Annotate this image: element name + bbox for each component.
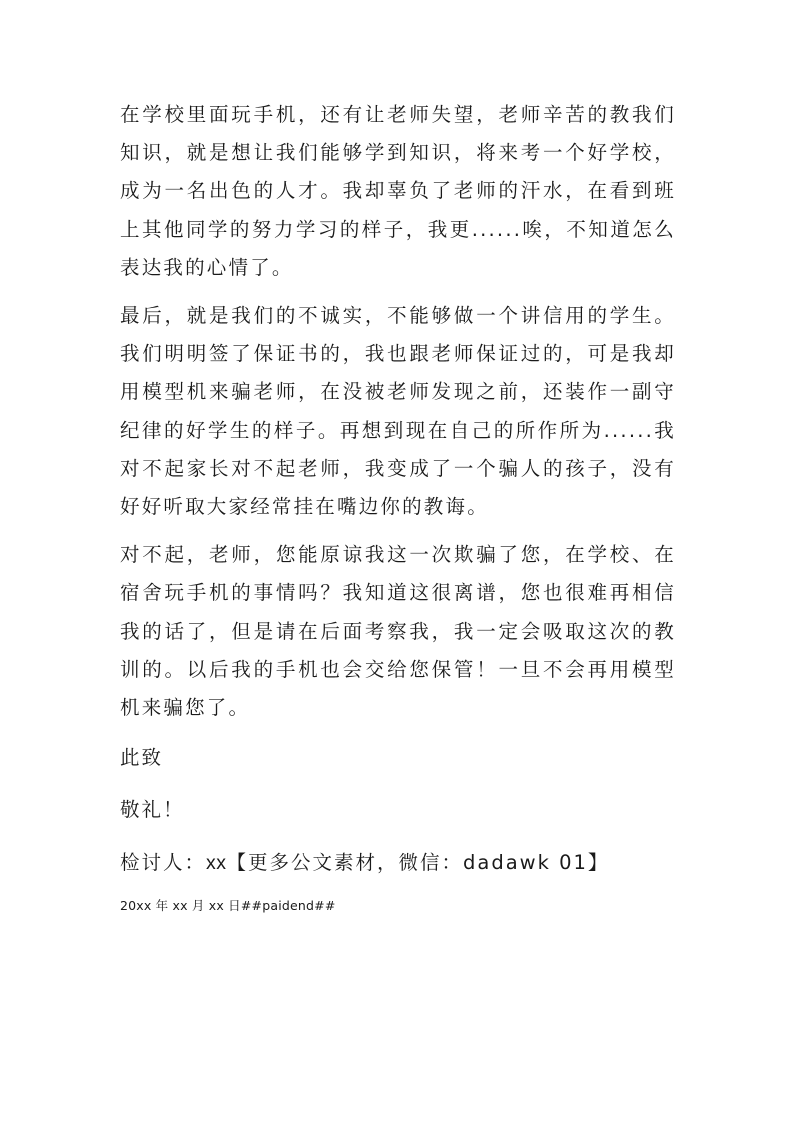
closing-line: 此致 xyxy=(120,746,164,770)
paragraph-disappointing-teacher: 在学校里面玩手机，还有让老师失望，老师辛苦的教我们知识，就是想让我们能够学到知识，将来考一个好学校，成为一名出色的人才。我却辜负了老师的汗水，在看到班上其他同学的努力学习的样子，我更......唉，不知道怎么表达我的心情了。 xyxy=(120,103,676,279)
signer-name: xx xyxy=(206,851,227,874)
paragraph-dishonesty: 最后，就是我们的不诚实，不能够做一个讲信用的学生。我们明明签了保证书的，我也跟老师保证过的，可是我却用模型机来骗老师，在没被老师发现之前，还装作一副守纪律的好学生的样子。再想到现在自己的所作所为......我对不起家长对不起老师，我变成了一个骗人的孩子，没有好好听取大家经常挂在嘴边你的教诲。 xyxy=(120,304,676,519)
signer-line xyxy=(120,844,676,882)
paragraph-apology: 对不起，老师，您能原谅我这一次欺骗了您，在学校、在宿舍玩手机的事情吗？我知道这很离谱，您也很难再相信我的话了，但是请在后面考察我，我一定会吸取这次的教训的。以后我的手机也会交给您保管！一旦不会再用模型机来骗您了。 xyxy=(120,543,676,720)
signer-label: 检讨人： xyxy=(120,850,207,874)
letter-body xyxy=(120,96,676,920)
date-line: 20xx 年 xx 月 xx 日##paidend## xyxy=(120,897,336,913)
signer-note: 【更多公文素材，微信：dadawk 01】 xyxy=(226,850,610,874)
salutation-line: 敬礼！ xyxy=(120,798,185,822)
